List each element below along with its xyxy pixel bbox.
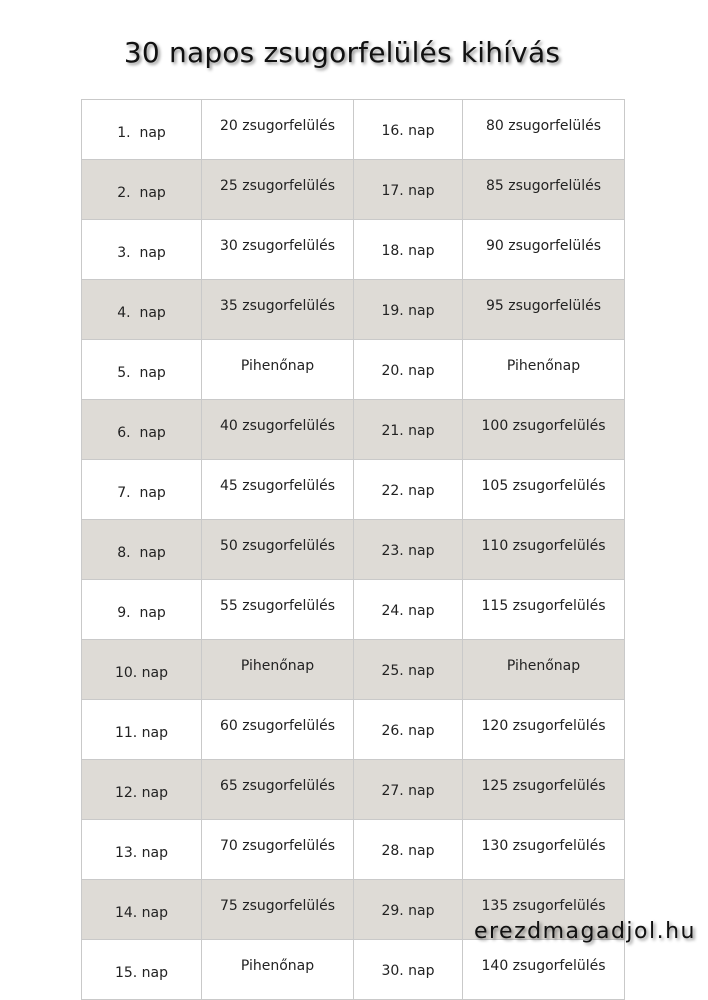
day-left-cell: 15. nap [82, 940, 202, 1000]
table-row [82, 220, 625, 280]
reps-right-cell: 95 zsugorfelülés [463, 280, 625, 340]
table-row [82, 760, 625, 820]
table-row [82, 640, 625, 700]
reps-left-cell: Pihenőnap [202, 940, 354, 1000]
reps-right-cell: 90 zsugorfelülés [463, 220, 625, 280]
reps-right-cell: 120 zsugorfelülés [463, 700, 625, 760]
day-left-cell: 14. nap [82, 880, 202, 940]
table-row [82, 100, 625, 160]
day-right-cell: 27. nap [354, 760, 463, 820]
reps-right-cell: 135 zsugorfelülés [463, 880, 625, 940]
reps-right-cell: 140 zsugorfelülés [463, 940, 625, 1000]
day-right-cell: 23. nap [354, 520, 463, 580]
table-row [82, 280, 625, 340]
day-left-cell: 11. nap [82, 700, 202, 760]
day-left-cell: 3. nap [82, 220, 202, 280]
day-left-cell: 1. nap [82, 100, 202, 160]
table-row [82, 940, 625, 1000]
day-right-cell: 25. nap [354, 640, 463, 700]
day-left-cell: 4. nap [82, 280, 202, 340]
day-right-cell: 21. nap [354, 400, 463, 460]
reps-left-cell: 70 zsugorfelülés [202, 820, 354, 880]
reps-left-cell: 30 zsugorfelülés [202, 220, 354, 280]
day-left-cell: 9. nap [82, 580, 202, 640]
table-row [82, 160, 625, 220]
reps-left-cell: 60 zsugorfelülés [202, 700, 354, 760]
day-left-cell: 6. nap [82, 400, 202, 460]
day-left-cell: 8. nap [82, 520, 202, 580]
reps-left-cell: 35 zsugorfelülés [202, 280, 354, 340]
day-right-cell: 18. nap [354, 220, 463, 280]
table-row [82, 580, 625, 640]
day-right-cell: 22. nap [354, 460, 463, 520]
day-right-cell: 26. nap [354, 700, 463, 760]
day-right-cell: 16. nap [354, 100, 463, 160]
reps-right-cell: 80 zsugorfelülés [463, 100, 625, 160]
website-url: erezdmagadjol.hu [473, 919, 696, 944]
reps-left-cell: Pihenőnap [202, 340, 354, 400]
day-left-cell: 7. nap [82, 460, 202, 520]
reps-right-cell: 85 zsugorfelülés [463, 160, 625, 220]
day-left-cell: 12. nap [82, 760, 202, 820]
reps-right-cell: 110 zsugorfelülés [463, 520, 625, 580]
table-row [82, 460, 625, 520]
reps-right-cell: 100 zsugorfelülés [463, 400, 625, 460]
day-right-cell: 30. nap [354, 940, 463, 1000]
reps-left-cell: 40 zsugorfelülés [202, 400, 354, 460]
page-title: 30 napos zsugorfelülés kihívás [123, 36, 561, 69]
day-left-cell: 2. nap [82, 160, 202, 220]
table-row [82, 340, 625, 400]
day-left-cell: 5. nap [82, 340, 202, 400]
reps-right-cell: 125 zsugorfelülés [463, 760, 625, 820]
day-left-cell: 10. nap [82, 640, 202, 700]
reps-right-cell: Pihenőnap [463, 340, 625, 400]
day-right-cell: 19. nap [354, 280, 463, 340]
table-row [82, 520, 625, 580]
reps-left-cell: 25 zsugorfelülés [202, 160, 354, 220]
reps-right-cell: 115 zsugorfelülés [463, 580, 625, 640]
challenge-table [81, 99, 625, 1000]
reps-left-cell: 45 zsugorfelülés [202, 460, 354, 520]
table-row [82, 820, 625, 880]
reps-left-cell: Pihenőnap [202, 640, 354, 700]
reps-left-cell: 20 zsugorfelülés [202, 100, 354, 160]
reps-left-cell: 55 zsugorfelülés [202, 580, 354, 640]
day-right-cell: 20. nap [354, 340, 463, 400]
day-right-cell: 28. nap [354, 820, 463, 880]
reps-left-cell: 50 zsugorfelülés [202, 520, 354, 580]
reps-left-cell: 65 zsugorfelülés [202, 760, 354, 820]
reps-right-cell: Pihenőnap [463, 640, 625, 700]
day-right-cell: 24. nap [354, 580, 463, 640]
day-right-cell: 29. nap [354, 880, 463, 940]
day-left-cell: 13. nap [82, 820, 202, 880]
table-row [82, 700, 625, 760]
table-row [82, 400, 625, 460]
reps-left-cell: 75 zsugorfelülés [202, 880, 354, 940]
day-right-cell: 17. nap [354, 160, 463, 220]
reps-right-cell: 130 zsugorfelülés [463, 820, 625, 880]
challenge-table-body [82, 100, 625, 1000]
reps-right-cell: 105 zsugorfelülés [463, 460, 625, 520]
